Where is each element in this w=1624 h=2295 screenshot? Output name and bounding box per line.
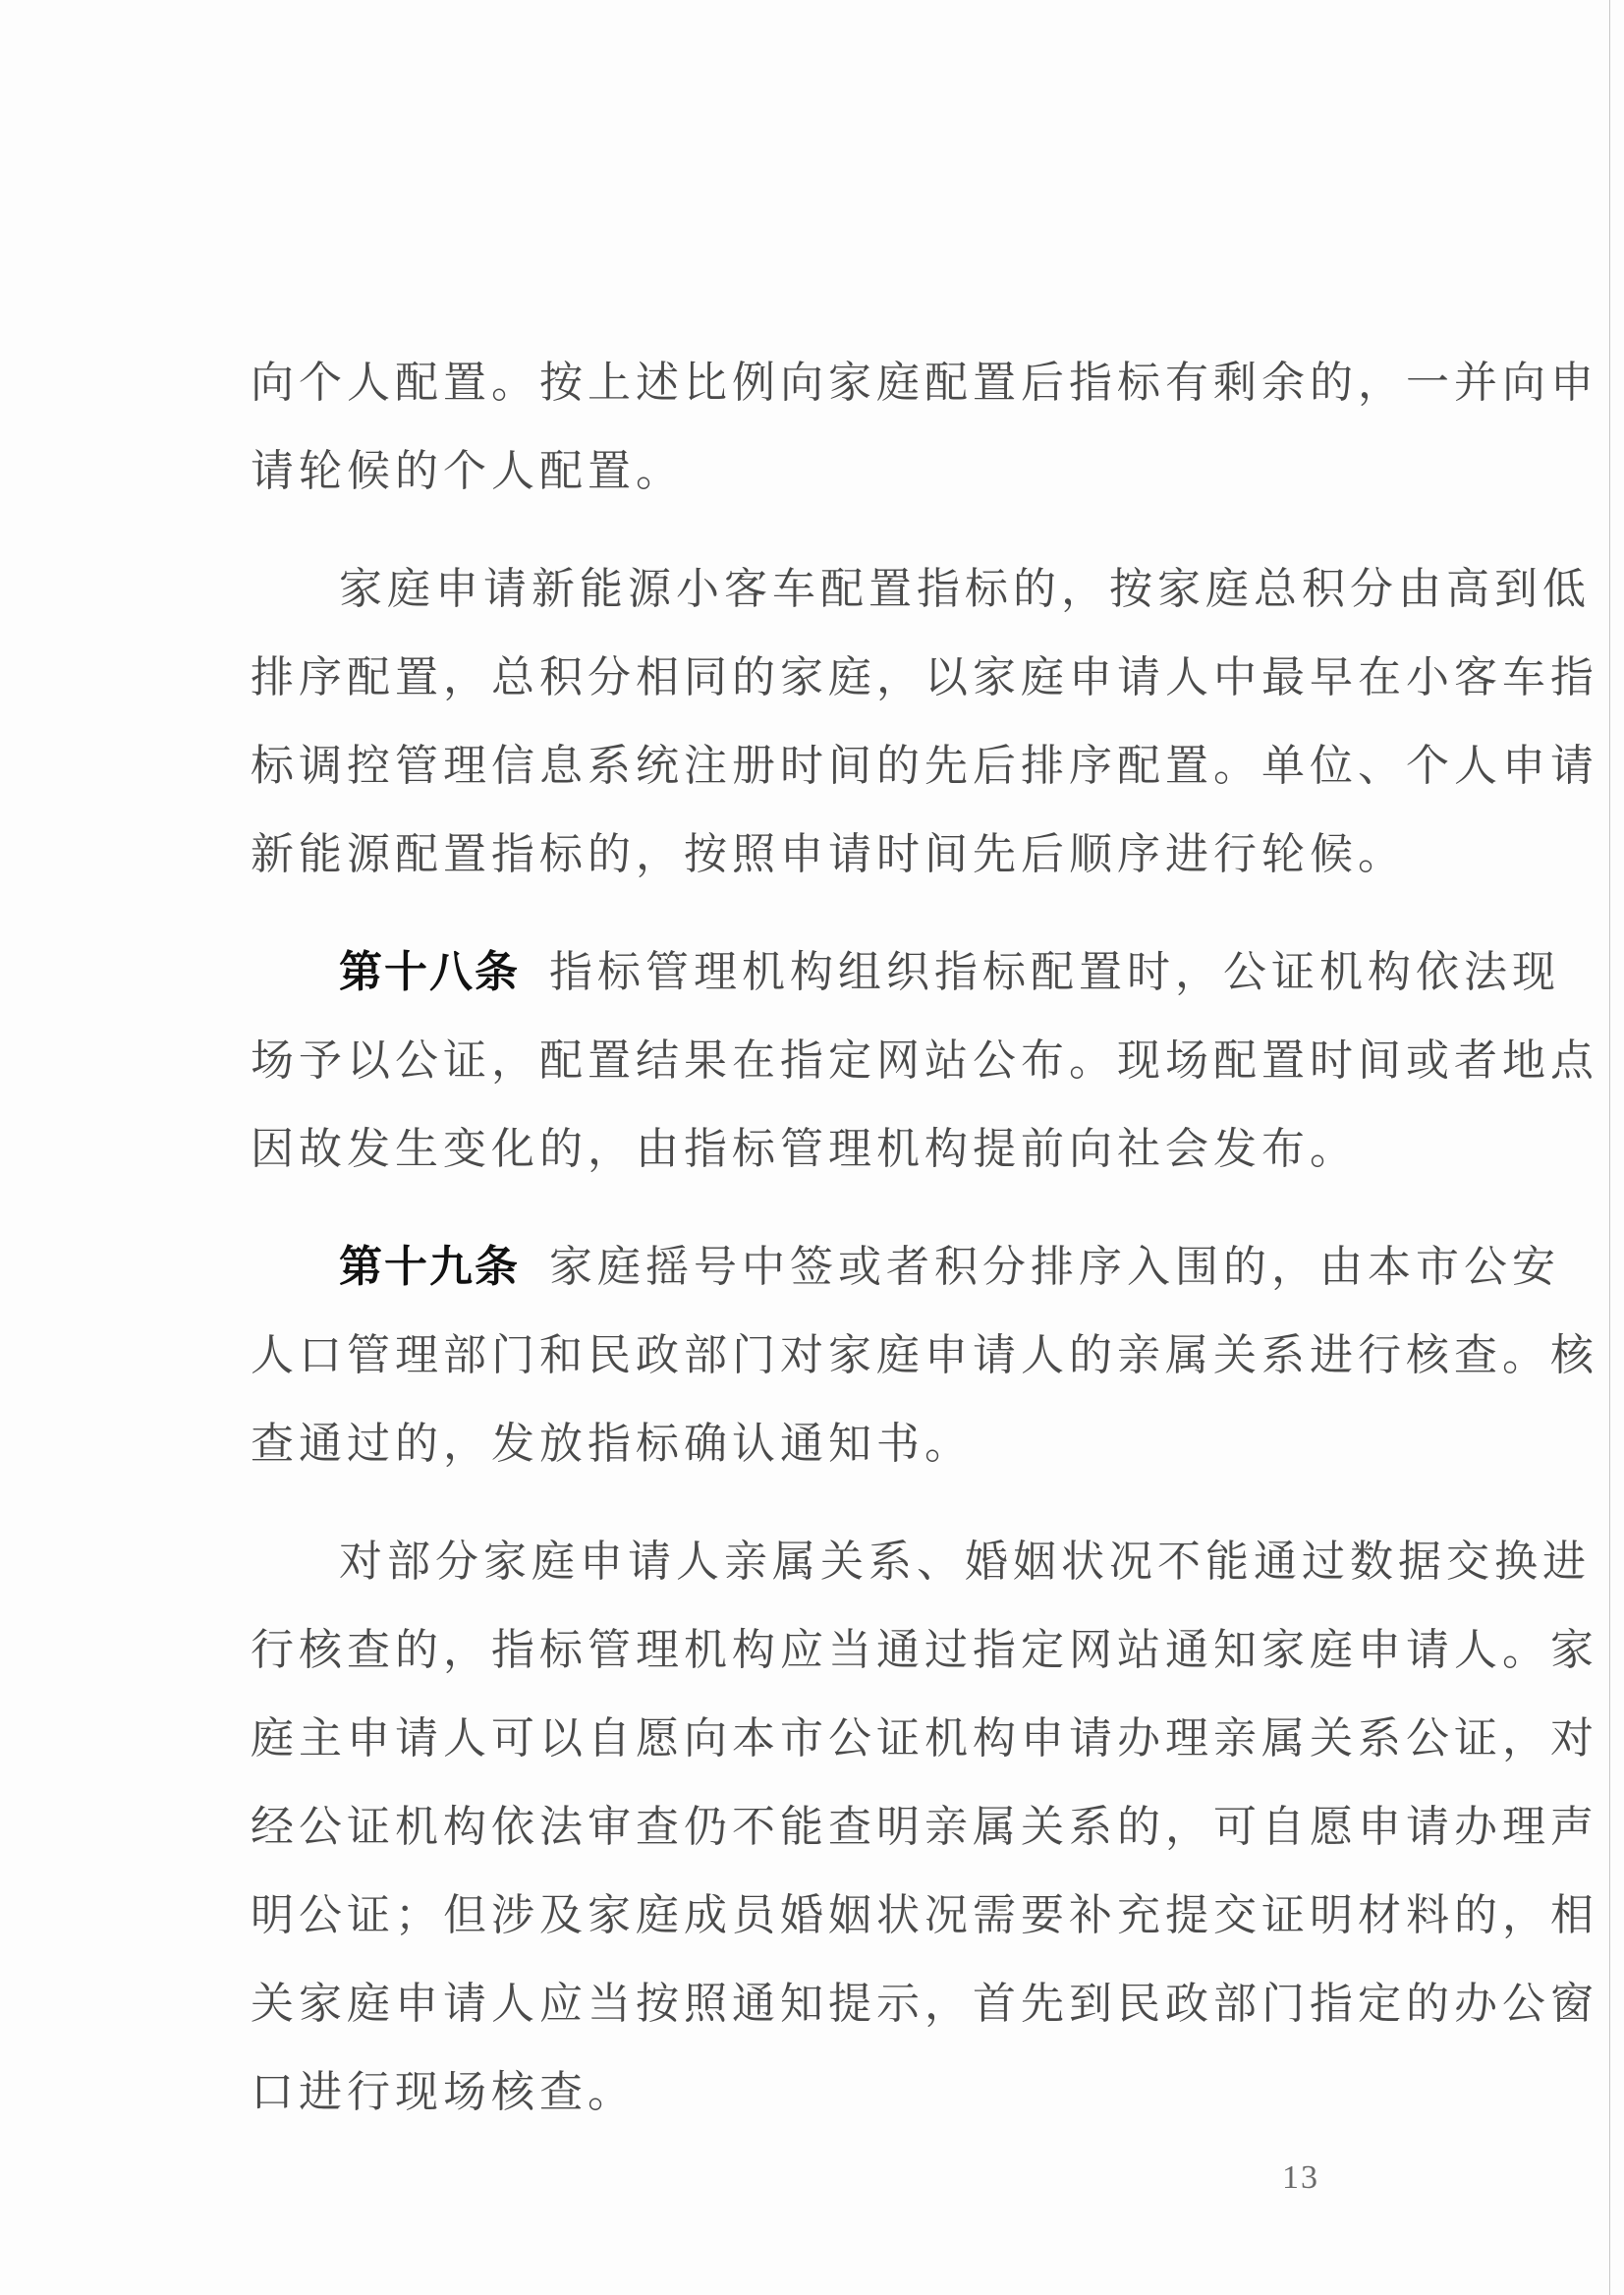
- article-18-line-1: [339, 945, 1560, 1000]
- article-19-line-1: [339, 1240, 1560, 1295]
- paragraph-1-line-2: 请轮候的个人配置。: [251, 446, 684, 496]
- article-19-line-3: 查通过的，发放指标确认通知书。: [251, 1419, 973, 1469]
- paragraph-5-line-7: 口进行现场核查。: [251, 2067, 636, 2117]
- page-number: 13: [1282, 2159, 1319, 2196]
- paragraph-5-line-5: 明公证；但涉及家庭成员婚姻状况需要补充提交证明材料的，相: [251, 1890, 1598, 1940]
- paragraph-2-line-1: 家庭申请新能源小客车配置指标的，按家庭总积分由高到低: [339, 564, 1591, 614]
- paragraph-2-line-2: 排序配置，总积分相同的家庭，以家庭申请人中最早在小客车指: [251, 652, 1598, 702]
- article-18-title: 第十八条: [339, 947, 520, 997]
- paragraph-5-line-6: 关家庭申请人应当按照通知提示，首先到民政部门指定的办公窗: [251, 1979, 1598, 2029]
- article-18-line-2: 场予以公证，配置结果在指定网站公布。现场配置时间或者地点: [251, 1036, 1598, 1086]
- paragraph-2-line-4: 新能源配置指标的，按照申请时间先后顺序进行轮候。: [251, 829, 1406, 879]
- article-18-line-3: 因故发生变化的，由指标管理机构提前向社会发布。: [251, 1124, 1358, 1174]
- article-19-line-2: 人口管理部门和民政部门对家庭申请人的亲属关系进行核查。核: [251, 1330, 1598, 1380]
- paragraph-1-line-1: 向个人配置。按上述比例向家庭配置后指标有剩余的，一并向申: [251, 358, 1598, 408]
- article-19-title: 第十九条: [339, 1242, 520, 1292]
- paragraph-5-line-2: 行核查的，指标管理机构应当通过指定网站通知家庭申请人。家: [251, 1625, 1598, 1675]
- article-18-text: 指标管理机构组织指标配置时，公证机构依法现: [549, 947, 1560, 997]
- scan-edge-line: [1609, 0, 1610, 2295]
- paragraph-2-line-3: 标调控管理信息系统注册时间的先后排序配置。单位、个人申请: [251, 741, 1598, 791]
- paragraph-5-line-3: 庭主申请人可以自愿向本市公证机构申请办理亲属关系公证，对: [251, 1713, 1598, 1763]
- paragraph-5-line-4: 经公证机构依法审查仍不能查明亲属关系的，可自愿申请办理声: [251, 1802, 1598, 1852]
- paragraph-5-line-1: 对部分家庭申请人亲属关系、婚姻状况不能通过数据交换进: [339, 1537, 1591, 1587]
- article-19-text: 家庭摇号中签或者积分排序入围的，由本市公安: [549, 1242, 1560, 1292]
